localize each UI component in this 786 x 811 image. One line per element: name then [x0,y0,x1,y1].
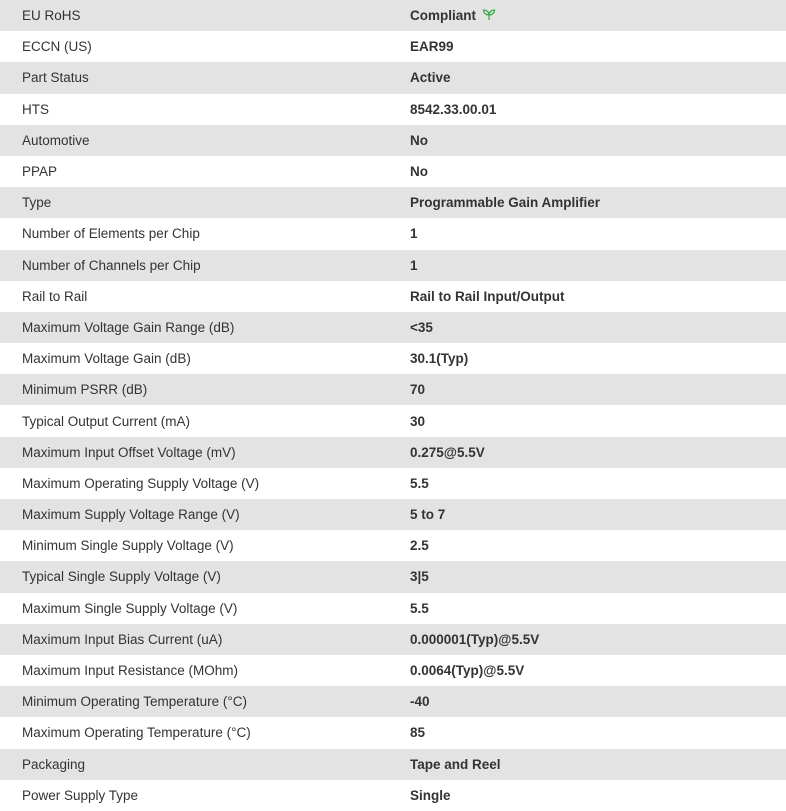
spec-value: 5.5 [410,600,429,616]
spec-label: EU RoHS [22,8,81,24]
spec-row-rail-to-rail [0,281,786,312]
spec-row-max-supply-voltage-range [0,499,786,530]
spec-value: 0.000001(Typ)@5.5V [410,631,540,647]
spec-row-typ-output-current [0,405,786,436]
spec-row-part-status [0,62,786,93]
spec-label: Minimum Single Supply Voltage (V) [22,538,234,554]
spec-label: Number of Channels per Chip [22,257,201,273]
spec-row-max-input-resistance [0,655,786,686]
spec-label: Maximum Operating Supply Voltage (V) [22,475,260,491]
spec-row-max-operating-temperature [0,717,786,748]
spec-label: Minimum PSRR (dB) [22,382,148,398]
spec-label: Maximum Voltage Gain Range (dB) [22,319,235,335]
spec-label: Type [22,195,52,211]
spec-value: Active [410,70,451,86]
spec-label: Number of Elements per Chip [22,226,200,242]
spec-label: Automotive [22,132,90,148]
spec-value: <35 [410,319,433,335]
spec-label: Part Status [22,70,89,86]
spec-row-min-operating-temperature [0,686,786,717]
spec-label: Maximum Input Bias Current (uA) [22,631,223,647]
spec-row-elements-per-chip [0,218,786,249]
spec-row-min-single-supply-voltage [0,530,786,561]
spec-row-max-voltage-gain-range [0,312,786,343]
spec-label: ECCN (US) [22,39,92,55]
spec-row-max-single-supply-voltage [0,593,786,624]
spec-row-channels-per-chip [0,250,786,281]
spec-label: Rail to Rail [22,288,88,304]
spec-label: Maximum Input Offset Voltage (mV) [22,444,236,460]
spec-label: Maximum Single Supply Voltage (V) [22,600,238,616]
spec-row-packaging [0,749,786,780]
spec-label: Maximum Supply Voltage Range (V) [22,507,240,523]
spec-value: 0.0064(Typ)@5.5V [410,663,525,679]
spec-value: 1 [410,257,418,273]
spec-row-automotive [0,125,786,156]
spec-label: Typical Single Supply Voltage (V) [22,569,221,585]
spec-label: Maximum Input Resistance (MOhm) [22,663,239,679]
spec-row-eu-rohs [0,0,786,31]
spec-value: Programmable Gain Amplifier [410,195,601,211]
spec-label: PPAP [22,164,58,180]
spec-row-max-input-bias-current [0,624,786,655]
spec-value: 1 [410,226,418,242]
spec-label: Typical Output Current (mA) [22,413,191,429]
spec-label: Maximum Operating Temperature (°C) [22,725,251,741]
spec-value: No [410,164,428,180]
spec-row-max-operating-supply-voltage [0,468,786,499]
spec-value: Compliant [410,8,476,24]
spec-value: 30.1(Typ) [410,351,469,367]
leaf-icon [482,9,496,21]
spec-row-ppap [0,156,786,187]
spec-value: 5 to 7 [410,507,446,523]
spec-row-typ-single-supply-voltage [0,561,786,592]
spec-row-max-input-offset-voltage [0,437,786,468]
spec-value: 70 [410,382,426,398]
spec-value-cell [388,0,786,31]
spec-value: 0.275@5.5V [410,444,485,460]
spec-row-power-supply-type [0,780,786,811]
spec-label: Packaging [22,756,86,772]
spec-row-type [0,187,786,218]
spec-value: Tape and Reel [410,756,501,772]
spec-value: 3|5 [410,569,429,585]
spec-label: Maximum Voltage Gain (dB) [22,351,191,367]
spec-value: 85 [410,725,426,741]
spec-value: Rail to Rail Input/Output [410,288,565,304]
spec-row-min-psrr [0,374,786,405]
spec-row-max-voltage-gain [0,343,786,374]
spec-value: 8542.33.00.01 [410,101,497,117]
spec-value: 5.5 [410,475,429,491]
spec-value: -40 [410,694,430,710]
spec-label: Minimum Operating Temperature (°C) [22,694,247,710]
spec-value: No [410,132,428,148]
spec-row-eccn [0,31,786,62]
spec-value: 2.5 [410,538,429,554]
spec-value: 30 [410,413,426,429]
spec-value: EAR99 [410,39,454,55]
spec-value: Single [410,787,451,803]
spec-label: HTS [22,101,49,117]
spec-row-hts [0,94,786,125]
spec-label: Power Supply Type [22,787,139,803]
